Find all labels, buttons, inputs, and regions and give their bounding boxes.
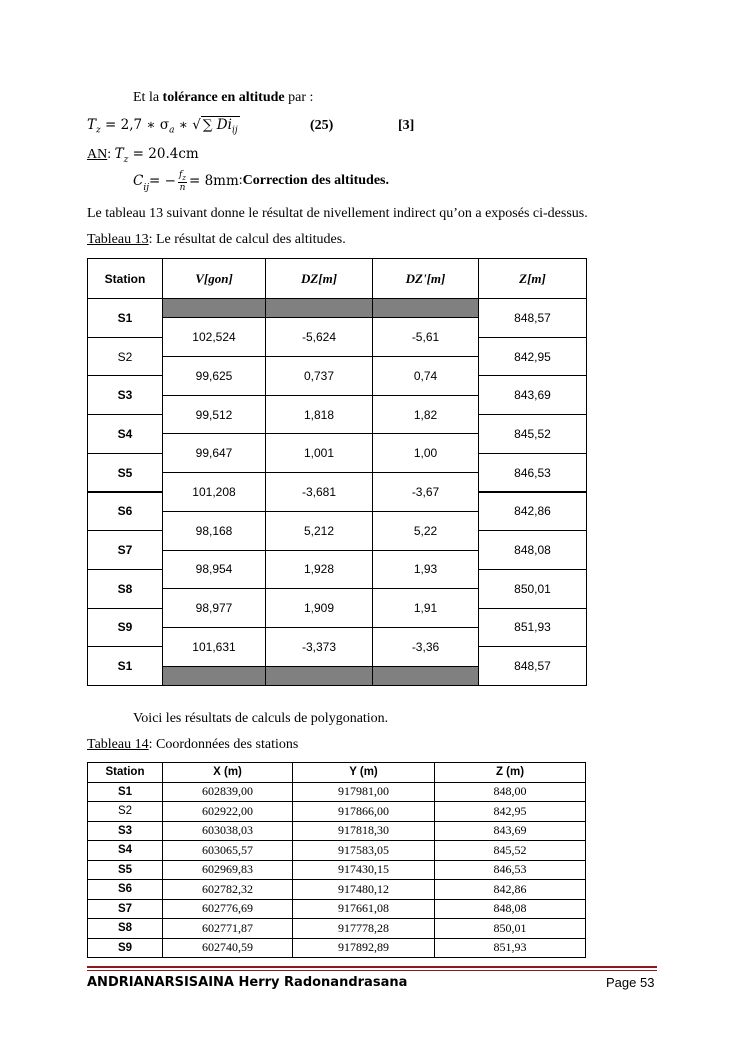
y-cell: 917818,30 bbox=[293, 821, 435, 841]
x-cell: 602839,00 bbox=[163, 782, 293, 802]
y-cell: 917981,00 bbox=[293, 782, 435, 802]
footer-rule-thin bbox=[87, 970, 657, 971]
correction-formula: C $_{ij}$ = − $\frac{f_z}{n}$ = 8mm : Correction des altitudes. bbox=[133, 170, 390, 193]
station-cell: S8 bbox=[88, 919, 163, 939]
footer-page: Page 53 bbox=[606, 975, 655, 990]
dz-corrected-cell: 0,74 bbox=[372, 356, 479, 396]
station-cell: S3 bbox=[88, 821, 163, 841]
dz-cell: -3,681 bbox=[265, 472, 373, 512]
paragraph-polygonation: Voici les résultats de calculs de polygonation. bbox=[133, 711, 389, 726]
tolerance-formula: $T_z = 2,7$ ∗ $\sigma_a$ ∗ √ ∑ $Di_{ij}$ bbox=[87, 117, 238, 136]
dz-cell: 1,001 bbox=[265, 433, 373, 473]
station-cell: S1 bbox=[87, 646, 163, 686]
z-cell: 848,08 bbox=[435, 899, 586, 919]
dz-corrected-cell: 1,00 bbox=[372, 433, 479, 473]
dz-cell: 0,737 bbox=[265, 356, 373, 396]
table-row bbox=[88, 919, 586, 939]
table-header-row bbox=[88, 763, 586, 783]
x-cell: 602771,87 bbox=[163, 919, 293, 939]
header-dz: DZ[m] bbox=[265, 258, 373, 299]
table-row bbox=[88, 860, 586, 880]
station-cell: S2 bbox=[87, 337, 163, 377]
y-cell: 917583,05 bbox=[293, 841, 435, 861]
z-cell: 850,01 bbox=[435, 919, 586, 939]
station-cell: S4 bbox=[88, 841, 163, 861]
y-cell: 917778,28 bbox=[293, 919, 435, 939]
z-cell: 850,01 bbox=[478, 569, 587, 609]
dz-corrected-cell: 1,82 bbox=[372, 395, 479, 435]
dz-corrected-cell: 1,93 bbox=[372, 550, 479, 590]
y-cell: 917430,15 bbox=[293, 860, 435, 880]
v-cell: 101,208 bbox=[162, 472, 266, 512]
shaded-cell bbox=[372, 666, 479, 686]
x-cell: 603038,03 bbox=[163, 821, 293, 841]
header-z: Z (m) bbox=[435, 763, 586, 783]
shaded-cell bbox=[265, 298, 373, 318]
x-cell: 602740,59 bbox=[163, 938, 293, 958]
dz-cell: 5,212 bbox=[265, 511, 373, 551]
table-row bbox=[88, 938, 586, 958]
footer-author: ANDRIANARSISAINA Herry Radonandrasana bbox=[87, 975, 408, 990]
v-cell: 98,168 bbox=[162, 511, 266, 551]
an-line: AN: $T_z = 20.4cm$ bbox=[87, 146, 199, 166]
z-cell: 845,52 bbox=[478, 414, 587, 454]
station-cell: S7 bbox=[88, 899, 163, 919]
v-cell: 101,631 bbox=[162, 627, 266, 667]
coordinates-table bbox=[87, 762, 586, 958]
header-y: Y (m) bbox=[293, 763, 435, 783]
v-cell: 102,524 bbox=[162, 317, 266, 357]
z-cell: 843,69 bbox=[435, 821, 586, 841]
table-row bbox=[88, 802, 586, 822]
station-cell: S7 bbox=[87, 530, 163, 570]
station-cell: S9 bbox=[87, 608, 163, 648]
equation-number: (25) bbox=[310, 118, 334, 133]
y-cell: 917661,08 bbox=[293, 899, 435, 919]
dz-cell: 1,909 bbox=[265, 588, 373, 628]
station-cell: S1 bbox=[88, 782, 163, 802]
dz-corrected-cell: -3,36 bbox=[372, 627, 479, 667]
shaded-cell bbox=[265, 666, 373, 686]
z-cell: 848,57 bbox=[478, 298, 587, 338]
z-cell: 842,86 bbox=[435, 880, 586, 900]
caption-table14: Tableau 14: Coordonnées des stations bbox=[87, 737, 299, 752]
v-cell: 98,977 bbox=[162, 588, 266, 628]
dz-corrected-cell: 5,22 bbox=[372, 511, 479, 551]
station-cell: S6 bbox=[87, 492, 163, 532]
shaded-cell bbox=[162, 666, 266, 686]
shaded-cell bbox=[372, 298, 479, 318]
z-cell: 845,52 bbox=[435, 841, 586, 861]
intro-text: Et la tolérance en altitude par : bbox=[133, 90, 314, 105]
z-cell: 848,00 bbox=[435, 782, 586, 802]
station-cell: S3 bbox=[87, 375, 163, 415]
table-row bbox=[88, 841, 586, 861]
v-cell: 99,512 bbox=[162, 395, 266, 435]
dz-cell: 1,818 bbox=[265, 395, 373, 435]
dz-corrected-cell: -5,61 bbox=[372, 317, 479, 357]
header-station: Station bbox=[87, 258, 163, 299]
dz-cell: -5,624 bbox=[265, 317, 373, 357]
station-cell: S5 bbox=[87, 453, 163, 493]
x-cell: 602969,83 bbox=[163, 860, 293, 880]
z-cell: 842,95 bbox=[478, 337, 587, 377]
z-cell: 851,93 bbox=[435, 938, 586, 958]
footer-rule bbox=[87, 966, 657, 968]
header-dz-corrected: DZ'[m] bbox=[372, 258, 479, 299]
z-cell: 848,08 bbox=[478, 530, 587, 570]
station-cell: S5 bbox=[88, 860, 163, 880]
reference-number: [3] bbox=[398, 118, 415, 133]
v-cell: 99,625 bbox=[162, 356, 266, 396]
z-cell: 842,86 bbox=[478, 492, 587, 532]
header-v: V[gon] bbox=[162, 258, 266, 299]
station-cell: S8 bbox=[87, 569, 163, 609]
x-cell: 602776,69 bbox=[163, 899, 293, 919]
table-row bbox=[88, 821, 586, 841]
table-row bbox=[88, 782, 586, 802]
header-z: Z[m] bbox=[478, 258, 587, 299]
x-cell: 602922,00 bbox=[163, 802, 293, 822]
shaded-cell bbox=[162, 298, 266, 318]
caption-table13: Tableau 13: Le résultat de calcul des altitudes. bbox=[87, 232, 346, 247]
station-cell: S4 bbox=[87, 414, 163, 454]
z-cell: 848,57 bbox=[478, 646, 587, 686]
y-cell: 917480,12 bbox=[293, 880, 435, 900]
dz-cell: 1,928 bbox=[265, 550, 373, 590]
dz-corrected-cell: 1,91 bbox=[372, 588, 479, 628]
y-cell: 917892,89 bbox=[293, 938, 435, 958]
station-cell: S9 bbox=[88, 938, 163, 958]
z-cell: 846,53 bbox=[478, 453, 587, 493]
x-cell: 603065,57 bbox=[163, 841, 293, 861]
x-cell: 602782,32 bbox=[163, 880, 293, 900]
z-cell: 851,93 bbox=[478, 608, 587, 648]
station-cell: S1 bbox=[87, 298, 163, 338]
paragraph-table13-intro: Le tableau 13 suivant donne le résultat de nivellement indirect qu’on a exposés ci-dessus. bbox=[87, 206, 588, 221]
table-row bbox=[88, 880, 586, 900]
dz-cell: -3,373 bbox=[265, 627, 373, 667]
header-station: Station bbox=[88, 763, 163, 783]
table-row bbox=[88, 899, 586, 919]
z-cell: 846,53 bbox=[435, 860, 586, 880]
v-cell: 98,954 bbox=[162, 550, 266, 590]
dz-corrected-cell: -3,67 bbox=[372, 472, 479, 512]
station-cell: S6 bbox=[88, 880, 163, 900]
v-cell: 99,647 bbox=[162, 433, 266, 473]
station-cell: S2 bbox=[88, 802, 163, 822]
altitude-table bbox=[87, 258, 586, 685]
y-cell: 917866,00 bbox=[293, 802, 435, 822]
z-cell: 842,95 bbox=[435, 802, 586, 822]
header-x: X (m) bbox=[163, 763, 293, 783]
z-cell: 843,69 bbox=[478, 375, 587, 415]
